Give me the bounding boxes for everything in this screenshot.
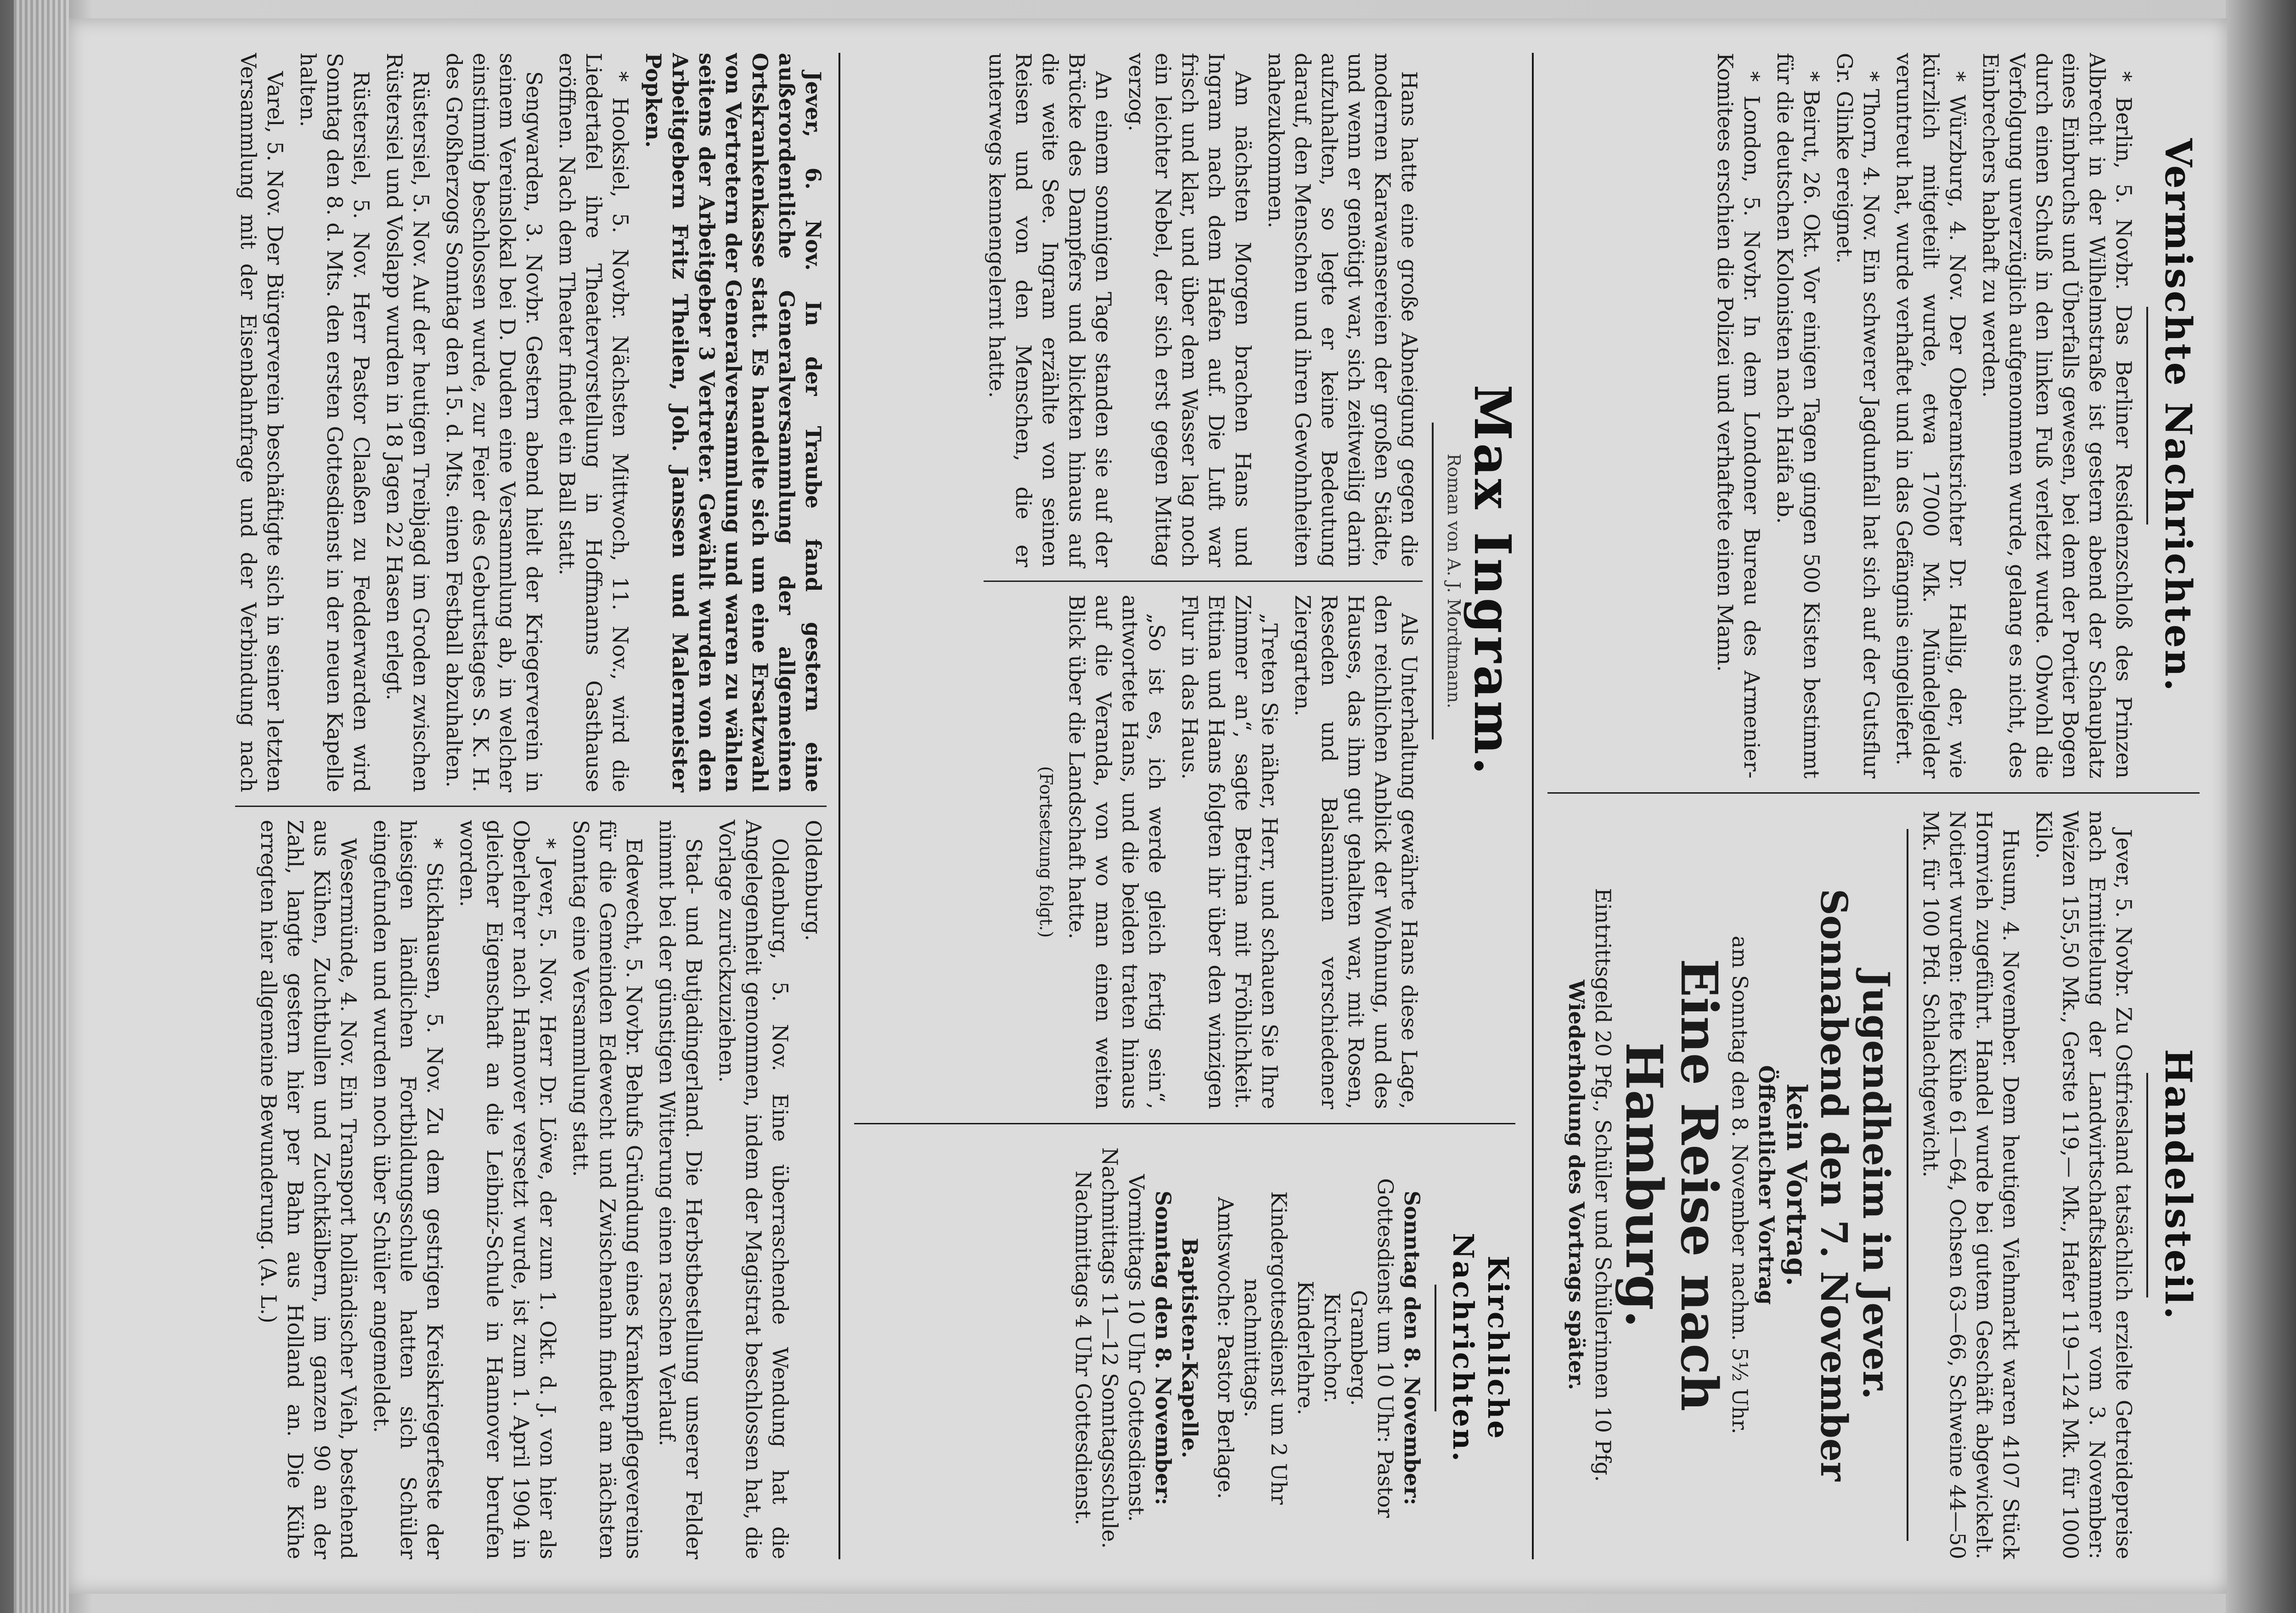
local-news-text <box>235 53 827 1559</box>
church-line: Gottesdienst um 10 Uhr: Pastor Gramberg. <box>1346 1178 1398 1518</box>
vermischte-column <box>1538 53 2209 778</box>
local-news-item: Sengwarden, 3. Novbr. Gestern abend hielt der Kriegerverein in seinem Vereinslokal bei D. Duden eine Versammlung ab, in welcher einstimmig beschlossen wurde, zur Feier des Geburtstages S. K. H. des Großherzogs Sonntag den 15. d. Mts. einen Festball abzuhalten. <box>442 53 546 792</box>
church-line: Baptisten-Kapelle. <box>1177 1238 1202 1458</box>
church-line: Kinderlehre. <box>1293 1280 1318 1416</box>
church-line: Vormittags 10 Uhr Gottesdienst. <box>1124 1174 1149 1522</box>
news-item: * Berlin, 5. Novbr. Das Berliner Residenzschloß des Prinzen Albrecht in der Wilhelmstraße ist gestern abend der Schauplatz eines Einbruchs und Überfalls gewesen, bei dem der Portier Bogen durch einen Schuß in den linken Fuß verletzt wurde. Obwohl die Verfolgung unverzüglich aufgenommen wurde, gelang es nicht, des Einbrechers habhaft zu werden. <box>1978 53 2136 778</box>
church-line: Sonntag den 8. November: <box>1400 1190 1424 1506</box>
church-column <box>845 1137 1525 1559</box>
local-news-item: Stad- und Butjadingerland. Die Herbstbestellung unserer Felder nimmt bei der günstigen Witterung einen raschen Verlauf. <box>655 820 706 1559</box>
novel-paragraph: Als Unterhaltung gewährte Hans diese Lage, den reichlichen Anblick der Wohnung, und des Hauses, das ihm gut gehalten war, mit Rosen, Reseden und Balsaminen verschiedener Ziergarten. <box>1290 595 1422 1109</box>
handelsteil-title: Handelsteil. <box>2157 1049 2200 1321</box>
ad-repeat: Wiederholung des Vortrags später. <box>1564 980 1589 1390</box>
church-line: Nachmittags 11—12 Sonntagsschule. <box>1097 1147 1122 1549</box>
local-news-item: Wesermünde, 4. Nov. Ein Transport holländischer Vieh, bestehend aus Kühen, Zuchtbullen und Zuchtkälbern, im ganzen 90 an der Zahl, langte gestern hier per Bahn aus Holland an. Die Kühe erregten hier allgemeine Bewunderung. (A. L.) <box>256 820 361 1559</box>
divider <box>2146 1073 2148 1297</box>
page-edges <box>14 0 69 1613</box>
news-item: * Beirut, 26. Okt. Vor einigen Tagen gingen 500 Kisten bestimmt für die deutschen Kolonisten nach Haifa ab. <box>1773 53 1824 778</box>
novel-paragraph: „Treten Sie näher, Herr, und schauen Sie Ihre Zimmer an“, sagte Betrina mit Fröhlichkeit. Ettina und Hans folgten ihr über den winzigen Flur in das Haus. <box>1177 595 1282 1109</box>
advertisement <box>1563 811 1897 1559</box>
church-line: Nachmittags 4 Uhr Gottesdienst. <box>1071 1170 1096 1526</box>
local-news-item: Rüstersiel, 5. Nov. Herr Pastor Claaßen zu Fedderwarden wird Sonntag den 8. d. Mts. den ersten Gottesdienst in der neuen Kapelle halten. <box>296 53 374 792</box>
divider <box>2146 307 2148 525</box>
newspaper-page <box>69 18 2227 1594</box>
church-line: Kirchchor. <box>1320 1292 1345 1404</box>
local-news-item: Oldenburg, 5. Nov. Eine überraschende Wendung hat die Angelegenheit genommen, indem der Magistrat beschlossen hat, die Vorlage zurückzuziehen. <box>715 820 793 1559</box>
ad-lecture-title: Eine Reise nach Hamburg. <box>1615 959 1729 1411</box>
novel-title: Max Ingram. <box>1463 384 1522 778</box>
novel-byline: Roman von A. J. Mordtmann. <box>1444 453 1464 709</box>
ad-time: am Sonntag den 8. November nachm. 5½ Uhr. <box>1728 936 1752 1434</box>
church-line: Sonntag den 8. November: <box>1151 1190 1176 1506</box>
local-news-column <box>96 53 831 1559</box>
local-news-band <box>96 34 831 1578</box>
ad-public-lecture: Öffentlicher Vortrag <box>1754 1065 1779 1305</box>
novel-paragraph: Hans hatte eine große Abneigung gegen die modernen Karawansereien der großen Städte, und wenn er genötigt war, sich zeitweilig darin aufzuhalten, so legte er keine Bedeutung darauf, den Menschen und ihren Gewohnheiten nahezukommen. <box>1264 53 1422 567</box>
ad-no-lecture: kein Vortrag. <box>1780 1083 1812 1286</box>
top-band <box>1538 34 2209 1578</box>
continuation-note: (Fortsetzung folgt.) <box>1036 766 1056 938</box>
church-line: Kindergottesdienst um 2 Uhr nachmittags. <box>1240 1191 1291 1505</box>
news-item: * Würzburg, 4. Nov. Der Oberamtsrichter Dr. Hallig, der, wie kürzlich mitgeteilt wurde, etwa 17000 Mk. Mündelgelder veruntreut hat, wurde verhaftet und in das Gefängnis eingeliefert. <box>1892 53 1970 778</box>
news-item: * Thorn, 4. Nov. Ein schwerer Jagdunfall hat sich auf der Gutsflur Gr. Glinke ereignet. <box>1832 53 1884 778</box>
novel-paragraph: An einem sonnigen Tage standen sie auf der Brücke des Dampfers und blickten hinaus auf die weite See. Ingram erzählte von seinen Reisen und von den Menschen, die er unterwegs kennengelernt hatte. <box>985 53 1116 567</box>
band-rule <box>1532 53 1534 1559</box>
divider <box>1907 829 1908 1541</box>
divider <box>1435 1285 1436 1411</box>
trade-item: Jever, 5. Novbr. Zu Ostfriesland tatsächlich erzielte Getreidepreise nach Ermittelung der Landwirtschaftskammer vom 3. November: Weizen 155,50 Mk., Gerste 119,— Mk., Hafer 119—124 Mk. für 1000 Kilo. <box>2032 811 2136 1559</box>
novel-paragraph: Am nächsten Morgen brachen Hans und Ingram nach dem Hafen auf. Die Luft war frisch und klar, und über dem Wasser lag noch ein leichter Nebel, der sich erst gegen Mittag verzog. <box>1124 53 1255 567</box>
local-news-item: * Stickhausen, 5. Nov. Zu dem gestrigen Kreiskriegerfeste der hiesigen ländlichen Fortbildungsschule hatten sich Schüler eingefunden und wurden noch über Schüler angemeldet. <box>369 820 447 1559</box>
column-rule <box>854 1123 1515 1124</box>
local-news-item: * Hooksiel, 5. Novbr. Nächsten Mittwoch, 11. Nov., wird die Liedertafel ihre Theatervorstellung in Hoffmanns Gasthause eröffnen. Nach dem Theater findet ein Ball statt. <box>555 53 633 792</box>
news-item: * London, 5. Novbr. In dem Londoner Bureau des Armenier-Komitees erschien die Polizei und verhaftete einen Mann. <box>1713 53 1764 778</box>
local-news-item: Edewecht, 5. Novbr. Behufs Gründung eines Krankenpflegevereins für die Gemeinden Edewecht und Zwischenahn findet am nächsten Sonntag eine Versammlung statt. <box>568 820 647 1559</box>
handelsteil-column <box>1538 811 2209 1559</box>
rotated-content <box>87 34 2209 1578</box>
ad-date: Sonnabend den 7. November <box>1812 889 1856 1481</box>
feuilleton-column <box>845 53 1525 1109</box>
local-news-item: Rüstersiel, 5. Nov. Auf der heutigen Treibjagd im Groden zwischen Rüstersiel und Voslapp wurden in 18 Jagen 22 Hasen erlegt. <box>382 53 433 792</box>
ad-price: Eintrittsgeld 20 Pfg., Schüler und Schülerinnen 10 Pfg. <box>1591 888 1615 1482</box>
band-rule <box>838 53 840 1559</box>
local-news-item: Varel, 5. Nov. Der Bürgerverein beschäftigte sich in seiner letzten Versammlung mit der Eisenbahnfrage und der Verbindung nach Oldenburg. <box>236 53 826 941</box>
local-news-item: * Jever, 5. Nov. Herr Dr. Löwe, der zum 1. Okt. d. J. von hier als Oberlehrer nach Hannover versetzt wurde, ist zum 1. April 1904 in gleicher Eigenschaft an die Leibniz-Schule in Hannover berufen worden. <box>456 820 560 1559</box>
divider <box>1432 423 1434 739</box>
church-line: Amtswoche: Pastor Berlage. <box>1213 1197 1238 1499</box>
local-news-item: Jever, 6. Nov. In der Traube fand gestern eine außerordentliche Generalversammlung der allgemeinen Ortskrankenkasse statt. Es handelte sich um eine Ersatzwahl von Vertretern der Generalversammlung und waren zu wählen seitens der Arbeitgeber 3 Vertreter. Gewählt wurden von den Arbeitgebern Fritz Theilen, Joh. Janssen und Malermeister Popken. <box>641 53 826 792</box>
vermischte-title: Vermischte Nachrichten. <box>2157 138 2200 693</box>
column-rule <box>1548 792 2200 794</box>
novel-text <box>984 53 1423 1109</box>
church-title: Kirchliche Nachrichten. <box>1446 1233 1515 1463</box>
book-gutter <box>2226 0 2296 1613</box>
trade-item: Husum, 4. November. Dem heutigen Viehmarkt waren 4107 Stück Hornvieh zugeführt. Handel wurde bei gutem Geschäft abgewickelt. Notiert wurden: fette Kühe 61—64, Ochsen 63—66, Schweine 44—50 Mk. für 100 Pfd. Schlachtgewicht. <box>1919 811 2023 1559</box>
ad-venue: Jugendheim in Jever. <box>1855 970 1898 1400</box>
feuilleton-band <box>845 34 1525 1578</box>
novel-paragraph: „So ist es, ich werde gleich fertig sein“, antwortete Hans, und die beiden traten hinaus auf die Veranda, von wo man einen weiten Blick über die Landschaft hatte. <box>1064 595 1169 1109</box>
